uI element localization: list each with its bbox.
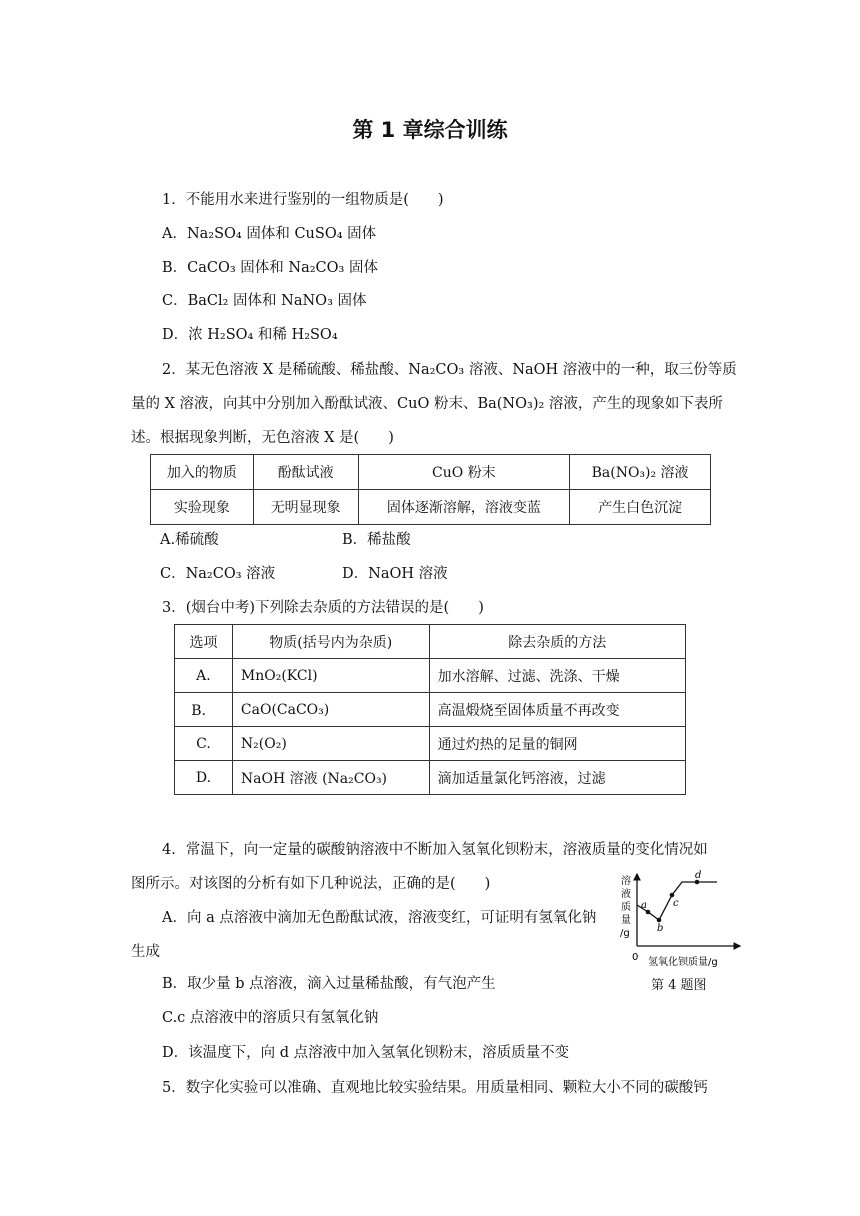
q1-option-c: C．BaCl₂ 固体和 NaNO₃ 固体 [162,293,367,309]
q2-stem-line3: 述。根据现象判断，无色溶液 X 是( ) [131,430,394,446]
q4-option-d: D．该温度下，向 d 点溶液中加入氢氧化钡粉末，溶质质量不变 [162,1045,570,1061]
table-cell: 加入的物质 [151,455,254,490]
table-row [175,727,686,761]
q2-option-b: B．稀盐酸 [342,532,411,548]
table-cell: 加水溶解、过滤、洗涤、干燥 [429,659,685,693]
q2-stem-line2: 量的 X 溶液，向其中分别加入酚酞试液、CuO 粉末、Ba(NO₃)₂ 溶液，产生的现象如下表所 [131,396,723,412]
x-axis-label: 氢氧化钡质量/g [648,957,718,968]
point-c [670,893,675,898]
table-cell: 产生白色沉淀 [570,490,711,525]
table-header-cell: 选项 [175,625,233,659]
q4-option-a-line1: A．向 a 点溶液中滴加无色酚酞试液，溶液变红，可证明有氢氧化钠 [162,910,597,926]
y-label-char: 质 [621,902,631,913]
table-cell: 无明显现象 [253,490,358,525]
table-cell: C. [175,727,233,761]
table-cell: NaOH 溶液 (Na₂CO₃) [232,761,429,795]
page-title: 第 1 章综合训练 [352,118,508,142]
q3-stem: 3．(烟台中考)下列除去杂质的方法错误的是( ) [162,600,484,616]
table-cell: D. [175,761,233,795]
origin-label: 0 [632,952,639,963]
table-cell: 滴加适量氯化钙溶液，过滤 [429,761,685,795]
table-cell: Ba(NO₃)₂ 溶液 [570,455,711,490]
table-row [175,693,686,727]
y-label-char: 溶 [621,876,631,887]
table-header-cell: 物质(括号内为杂质) [232,625,429,659]
y-label-char: 量 [621,915,631,926]
table-row [175,761,686,795]
q4-stem-line1: 4．常温下，向一定量的碳酸钠溶液中不断加入氢氧化钡粉末，溶液质量的变化情况如 [162,842,708,858]
figure-caption: 第 4 题图 [651,978,707,993]
point-label-a: a [641,900,647,911]
point-b [657,918,662,923]
q4-stem-line2: 图所示。对该图的分析有如下几种说法，正确的是( ) [131,876,491,892]
table-cell: CuO 粉末 [358,455,570,490]
q2-option-d: D．NaOH 溶液 [342,566,448,582]
q3-table [174,624,686,795]
table-cell: A. [175,659,233,693]
table-cell: 高温煅烧至固体质量不再改变 [429,693,685,727]
table-cell: 实验现象 [151,490,254,525]
point-label-b: b [657,923,664,934]
table-cell: 固体逐渐溶解，溶液变蓝 [358,490,570,525]
table-row [151,455,711,490]
point-label-d: d [695,870,702,881]
q4-option-a-line2: 生成 [131,944,160,960]
q2-table [150,454,711,525]
table-cell: CaO(CaCO₃) [232,693,429,727]
table-row [175,659,686,693]
q5-stem-line1: 5．数字化实验可以准确、直观地比较实验结果。用质量相同、颗粒大小不同的碳酸钙 [162,1080,708,1096]
table-cell: N₂(O₂) [232,727,429,761]
table-cell: 通过灼热的足量的铜网 [429,727,685,761]
table-header-cell: 除去杂质的方法 [429,625,685,659]
q1-option-a: A．Na₂SO₄ 固体和 CuSO₄ 固体 [162,226,377,242]
table-header-row [175,625,686,659]
q2-option-c: C．Na₂CO₃ 溶液 [160,566,276,582]
table-row [151,490,711,525]
q4-option-c: C.c 点溶液中的溶质只有氢氧化钠 [162,1010,379,1026]
y-label-char: /g [620,928,630,939]
table-cell: B． [175,693,233,727]
q4-option-b: B．取少量 b 点溶液，滴入过量稀盐酸，有气泡产生 [162,976,496,992]
y-label-char: 液 [621,889,631,900]
table-cell: MnO₂(KCl) [232,659,429,693]
q1-option-b: B．CaCO₃ 固体和 Na₂CO₃ 固体 [162,260,378,276]
q1-option-d: D．浓 H₂SO₄ 和稀 H₂SO₄ [162,327,338,343]
table-cell: 酚酞试液 [253,455,358,490]
point-label-c: c [673,898,679,909]
q1-stem: 1．不能用水来进行鉴别的一组物质是( ) [162,192,444,208]
q2-stem-line1: 2．某无色溶液 X 是稀硫酸、稀盐酸、Na₂CO₃ 溶液、NaOH 溶液中的一种，取三份等质 [162,362,737,378]
q2-option-a: A.稀硫酸 [160,532,219,548]
